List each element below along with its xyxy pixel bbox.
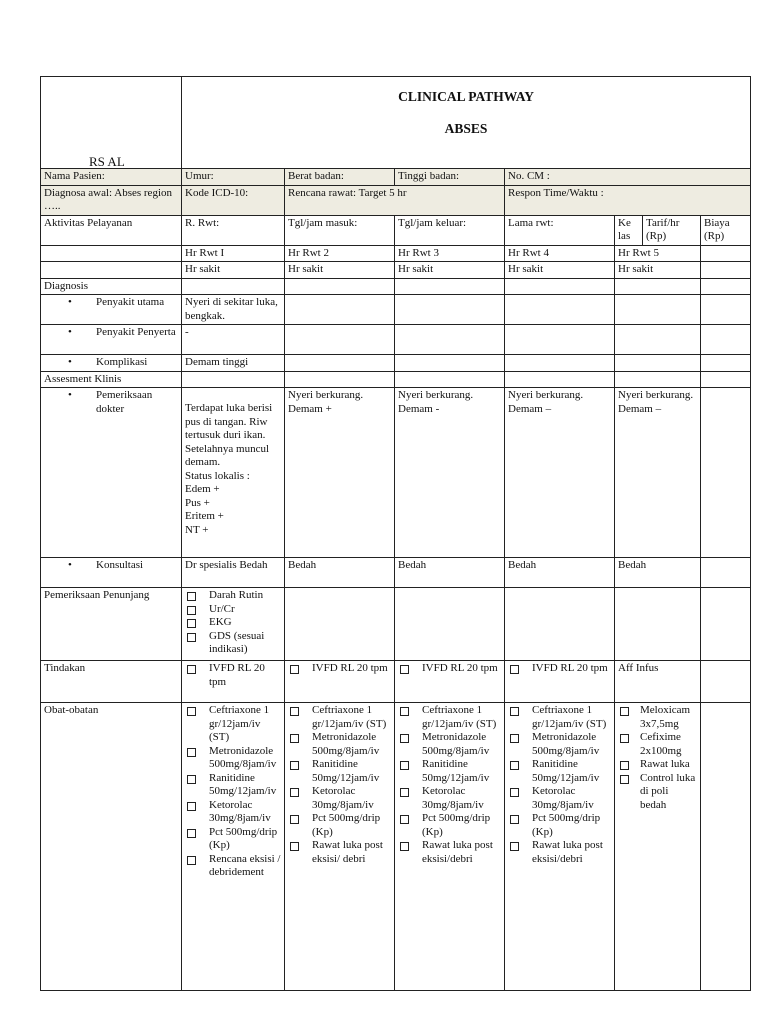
- clinical-pathway-table: [40, 76, 751, 991]
- konsultasi-day3: Bedah: [395, 558, 505, 588]
- checkbox-icon: [510, 842, 519, 851]
- checkbox-icon: [510, 734, 519, 743]
- medication-item: [618, 758, 697, 772]
- tgl-keluar-header: Tgl/jam keluar:: [395, 215, 505, 245]
- tindakan-day5: Aff Infus: [615, 661, 701, 703]
- checkbox-icon: [510, 707, 519, 716]
- komplikasi-label: • Komplikasi: [56, 356, 178, 370]
- penunjang-item: [185, 589, 281, 603]
- medication-item: [398, 704, 501, 731]
- checkbox-icon: [620, 775, 629, 784]
- hr-sakit-2: Hr sakit: [285, 262, 395, 279]
- medication-item: [508, 758, 611, 785]
- tindakan-day2: [285, 661, 395, 703]
- lama-rawat-header: Lama rwt:: [505, 215, 615, 245]
- checkbox-icon: [187, 592, 196, 601]
- assesment-day3: Nyeri berkurang. Demam -: [395, 388, 505, 558]
- checkbox-icon: [187, 802, 196, 811]
- checkbox-icon: [187, 707, 196, 716]
- obat-day4: [505, 703, 615, 991]
- empty-cell: [505, 588, 615, 661]
- checkbox-icon: [290, 815, 299, 824]
- medication-text: Rawat luka post eksisi/debri: [532, 839, 603, 865]
- medication-text: Ketorolac 30mg/8jam/iv: [532, 785, 594, 811]
- medication-text: Ketorolac 30mg/8jam/iv: [422, 785, 484, 811]
- hr-rwt-5: Hr Rwt 5: [615, 245, 701, 262]
- page-title: CLINICAL PATHWAY: [398, 89, 534, 104]
- hr-rwt-1: Hr Rwt I: [182, 245, 285, 262]
- empty-cell: [615, 371, 701, 388]
- page-subtitle: ABSES: [444, 120, 488, 136]
- checkbox-icon: [510, 665, 519, 674]
- empty-cell: [701, 371, 751, 388]
- medication-text: Ceftriaxone 1 gr/12jam/iv (ST): [422, 704, 497, 730]
- penunjang-item: [185, 616, 281, 630]
- hr-sakit-4: Hr sakit: [505, 262, 615, 279]
- konsultasi-row-label: [41, 558, 182, 588]
- medication-item: [398, 812, 501, 839]
- medication-item: [185, 745, 281, 772]
- empty-cell: [701, 703, 751, 991]
- blank-cell: [701, 245, 751, 262]
- checkbox-icon: [290, 761, 299, 770]
- checkbox-icon: [290, 734, 299, 743]
- medication-text: Rawat luka post eksisi/debri: [422, 839, 493, 865]
- empty-cell: [615, 295, 701, 325]
- obat-day4-list: [508, 704, 611, 866]
- empty-cell: [285, 325, 395, 355]
- tindakan-day4-text: IVFD RL 20 tpm: [532, 662, 608, 674]
- assesment-day1: Terdapat luka berisi pus di tangan. Riw tertusuk duri ikan. Setelahnya muncul demam. Status lokalis : Edem + Pus + Eritem + NT +: [182, 388, 285, 558]
- empty-cell: [505, 295, 615, 325]
- penyakit-penyerta-label: • Penyakit Penyerta: [56, 326, 178, 340]
- umur-label: Umur:: [182, 169, 285, 186]
- empty-cell: [182, 278, 285, 295]
- tinggi-badan-label: Tinggi badan:: [395, 169, 505, 186]
- medication-item: [508, 704, 611, 731]
- medication-text: Ceftriaxone 1 gr/12jam/iv (ST): [312, 704, 387, 730]
- medication-text: Metronidazole 500mg/8jam/iv: [209, 744, 277, 770]
- tarif-header: Tarif/hr (Rp): [643, 215, 701, 245]
- medication-text: Ketorolac 30mg/8jam/iv: [312, 785, 374, 811]
- konsultasi-day5: Bedah: [615, 558, 701, 588]
- checkbox-icon: [400, 761, 409, 770]
- assesment-day5: Nyeri berkurang. Demam –: [615, 388, 701, 558]
- biaya-header: Biaya (Rp): [701, 215, 751, 245]
- checkbox-icon: [400, 842, 409, 851]
- empty-cell: [285, 371, 395, 388]
- medication-item: [508, 839, 611, 866]
- medication-item: [618, 772, 697, 813]
- komplikasi-row-label: [41, 355, 182, 372]
- diagnosa-awal-label: Diagnosa awal: Abses region …..: [41, 185, 182, 215]
- empty-cell: [615, 278, 701, 295]
- hr-sakit-1: Hr sakit: [182, 262, 285, 279]
- rs-cell: [41, 77, 182, 169]
- empty-cell: [701, 588, 751, 661]
- medication-text: Cefixime 2x100mg: [640, 731, 682, 757]
- medication-item: [185, 799, 281, 826]
- medication-text: Pct 500mg/drip (Kp): [312, 812, 381, 838]
- checkbox-icon: [620, 761, 629, 770]
- checkbox-icon: [187, 606, 196, 615]
- assesment-day4: Nyeri berkurang. Demam –: [505, 388, 615, 558]
- checkbox-icon: [620, 707, 629, 716]
- rs-label: RS AL: [89, 153, 125, 169]
- assesment-day2: Nyeri berkurang. Demam +: [285, 388, 395, 558]
- obat-day2: [285, 703, 395, 991]
- hr-sakit-3: Hr sakit: [395, 262, 505, 279]
- berat-badan-label: Berat badan:: [285, 169, 395, 186]
- hr-rwt-3: Hr Rwt 3: [395, 245, 505, 262]
- nama-pasien-label: Nama Pasien:: [41, 169, 182, 186]
- tgl-masuk-header: Tgl/jam masuk:: [285, 215, 395, 245]
- tindakan-day1-text: IVFD RL 20 tpm: [209, 662, 265, 688]
- medication-text: Metronidazole 500mg/8jam/iv: [532, 731, 600, 757]
- medication-text: Ceftriaxone 1 gr/12jam/iv (ST): [532, 704, 607, 730]
- checkbox-icon: [187, 856, 196, 865]
- title-cell: [182, 77, 751, 169]
- diagnosis-section-label: Diagnosis: [41, 278, 182, 295]
- medication-text: Control luka di poli bedah: [640, 771, 696, 811]
- tindakan-day1: [182, 661, 285, 703]
- no-cm-label: No. CM :: [505, 169, 751, 186]
- checkbox-icon: [510, 761, 519, 770]
- empty-cell: [285, 295, 395, 325]
- medication-item: [508, 812, 611, 839]
- checkbox-icon: [400, 815, 409, 824]
- medication-item: [398, 839, 501, 866]
- empty-cell: [395, 278, 505, 295]
- empty-cell: [701, 278, 751, 295]
- tindakan-day2-text: IVFD RL 20 tpm: [312, 662, 388, 674]
- empty-cell: [505, 355, 615, 372]
- empty-cell: [505, 278, 615, 295]
- medication-item: [618, 731, 697, 758]
- penyakit-utama-value: Nyeri di sekitar luka, bengkak.: [182, 295, 285, 325]
- checkbox-icon: [187, 665, 196, 674]
- medication-text: Rawat luka: [640, 758, 690, 770]
- medication-item: [288, 785, 391, 812]
- empty-cell: [615, 355, 701, 372]
- penyakit-penyerta-value: -: [182, 325, 285, 355]
- medication-item: [185, 704, 281, 745]
- checkbox-icon: [400, 665, 409, 674]
- obat-day5-list: [618, 704, 697, 812]
- medication-text: Ceftriaxone 1 gr/12jam/iv (ST): [209, 704, 270, 743]
- empty-cell: [701, 325, 751, 355]
- empty-cell: [395, 588, 505, 661]
- medication-item: [288, 704, 391, 731]
- obat-day1-list: [185, 704, 281, 880]
- medication-text: Ranitidine 50mg/12jam/iv: [209, 771, 277, 797]
- checkbox-icon: [620, 734, 629, 743]
- empty-cell: [395, 371, 505, 388]
- medication-text: Metronidazole 500mg/8jam/iv: [422, 731, 490, 757]
- tindakan-label: Tindakan: [41, 661, 182, 703]
- hr-rwt-4: Hr Rwt 4: [505, 245, 615, 262]
- konsultasi-day2: Bedah: [285, 558, 395, 588]
- tindakan-day3: [395, 661, 505, 703]
- empty-cell: [615, 325, 701, 355]
- medication-text: Ranitidine 50mg/12jam/iv: [422, 758, 490, 784]
- checkbox-icon: [187, 748, 196, 757]
- penunjang-item: [185, 603, 281, 617]
- empty-cell: [615, 588, 701, 661]
- blank-cell: [701, 262, 751, 279]
- checkbox-icon: [187, 775, 196, 784]
- obat-day5: [615, 703, 701, 991]
- konsultasi-label: • Konsultasi: [56, 559, 178, 573]
- penunjang-list: [182, 588, 285, 661]
- medication-text: Ranitidine 50mg/12jam/iv: [312, 758, 380, 784]
- medication-text: Pct 500mg/drip (Kp): [422, 812, 491, 838]
- checkbox-icon: [187, 633, 196, 642]
- empty-cell: [701, 558, 751, 588]
- obat-obatan-label: Obat-obatan: [41, 703, 182, 991]
- empty-cell: [285, 588, 395, 661]
- medication-text: Pct 500mg/drip (Kp): [532, 812, 601, 838]
- medication-text: Ketorolac 30mg/8jam/iv: [209, 798, 271, 824]
- empty-cell: [395, 355, 505, 372]
- medication-item: [508, 785, 611, 812]
- penunjang-item-label: EKG: [209, 616, 232, 628]
- tindakan-day4: [505, 661, 615, 703]
- empty-cell: [395, 295, 505, 325]
- obat-day1: [182, 703, 285, 991]
- obat-day3-list: [398, 704, 501, 866]
- blank-cell: [41, 245, 182, 262]
- medication-item: [288, 758, 391, 785]
- medication-text: Pct 500mg/drip (Kp): [209, 825, 278, 851]
- checkbox-icon: [400, 788, 409, 797]
- empty-cell: [505, 325, 615, 355]
- tindakan-day3-text: IVFD RL 20 tpm: [422, 662, 498, 674]
- blank-cell: [41, 262, 182, 279]
- assesment-section-label: Assesment Klinis: [41, 371, 182, 388]
- empty-cell: [701, 355, 751, 372]
- pemeriksaan-dokter-label: • Pemeriksaan dokter: [56, 389, 178, 416]
- penunjang-item-label: GDS (sesuai indikasi): [209, 629, 265, 655]
- penunjang-item-label: Darah Rutin: [209, 589, 264, 601]
- checkbox-icon: [400, 734, 409, 743]
- respon-time-label: Respon Time/Waktu :: [505, 185, 751, 215]
- checkbox-icon: [290, 707, 299, 716]
- checkbox-icon: [187, 619, 196, 628]
- empty-cell: [182, 371, 285, 388]
- obat-day2-list: [288, 704, 391, 866]
- medication-item: [185, 853, 281, 880]
- penyakit-utama-row-label: [41, 295, 182, 325]
- empty-cell: [701, 295, 751, 325]
- checkbox-icon: [510, 815, 519, 824]
- kode-icd-label: Kode ICD-10:: [182, 185, 285, 215]
- empty-cell: [395, 325, 505, 355]
- empty-cell: [285, 355, 395, 372]
- komplikasi-value: Demam tinggi: [182, 355, 285, 372]
- medication-text: Metronidazole 500mg/8jam/iv: [312, 731, 380, 757]
- penunjang-item: [185, 630, 281, 657]
- medication-item: [508, 731, 611, 758]
- konsultasi-day1: Dr spesialis Bedah: [182, 558, 285, 588]
- hr-sakit-5: Hr sakit: [615, 262, 701, 279]
- penyakit-utama-label: • Penyakit utama: [56, 296, 178, 310]
- checkbox-icon: [290, 788, 299, 797]
- checkbox-icon: [400, 707, 409, 716]
- checkbox-icon: [290, 665, 299, 674]
- empty-cell: [701, 661, 751, 703]
- pemeriksaan-penunjang-label: Pemeriksaan Penunjang: [41, 588, 182, 661]
- checkbox-icon: [187, 829, 196, 838]
- penunjang-item-label: Ur/Cr: [209, 602, 235, 615]
- hr-rwt-2: Hr Rwt 2: [285, 245, 395, 262]
- konsultasi-day4: Bedah: [505, 558, 615, 588]
- medication-text: Rencana eksisi / debridement: [209, 852, 281, 878]
- obat-day3: [395, 703, 505, 991]
- clinical-pathway-sheet: [40, 76, 750, 991]
- aktivitas-pelayanan-header: Aktivitas Pelayanan: [41, 215, 182, 245]
- medication-item: [185, 772, 281, 799]
- medication-item: [398, 785, 501, 812]
- medication-item: [288, 731, 391, 758]
- checkbox-icon: [510, 788, 519, 797]
- medication-text: Ranitidine 50mg/12jam/iv: [532, 758, 600, 784]
- pemeriksaan-dokter-row-label: [41, 388, 182, 558]
- kelas-header: Ke las: [615, 215, 643, 245]
- medication-text: Rawat luka post eksisi/ debri: [312, 839, 383, 865]
- medication-item: [288, 812, 391, 839]
- rencana-rawat-label: Rencana rawat: Target 5 hr: [285, 185, 505, 215]
- empty-cell: [505, 371, 615, 388]
- medication-item: [618, 704, 697, 731]
- ruang-rawat-header: R. Rwt:: [182, 215, 285, 245]
- checkbox-icon: [290, 842, 299, 851]
- empty-cell: [285, 278, 395, 295]
- medication-text: Meloxicam 3x7,5mg: [640, 704, 691, 730]
- medication-item: [398, 758, 501, 785]
- medication-item: [398, 731, 501, 758]
- empty-cell: [701, 388, 751, 558]
- medication-item: [185, 826, 281, 853]
- penyakit-penyerta-row-label: [41, 325, 182, 355]
- medication-item: [288, 839, 391, 866]
